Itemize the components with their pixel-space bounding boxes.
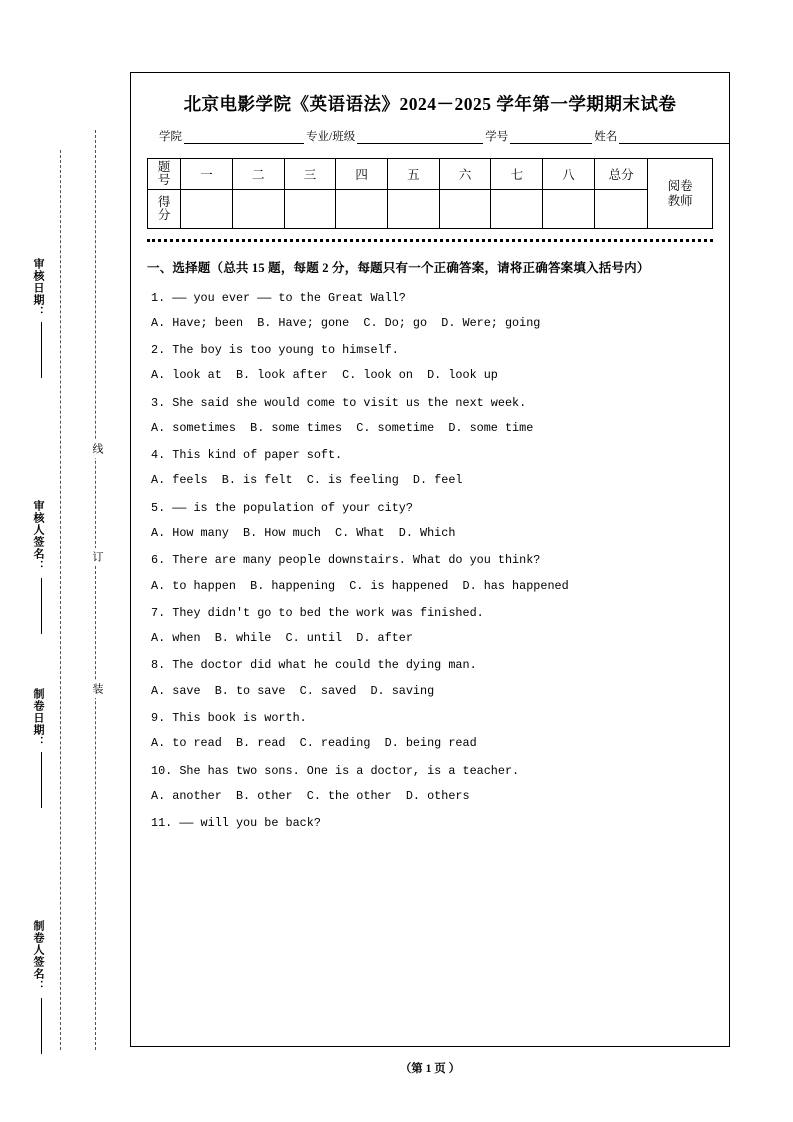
info-input-college[interactable]	[184, 131, 304, 144]
score-cell-5[interactable]	[388, 190, 440, 229]
question-stem-7: 7. They didn't go to bed the work was finished.	[151, 605, 484, 620]
score-cell-total[interactable]	[594, 190, 648, 229]
score-cell-4[interactable]	[336, 190, 388, 229]
left-margin-annotations	[0, 0, 130, 1122]
question-options-7: A. when B. while C. until D. after	[151, 631, 413, 646]
margin-label-paper-signature: 制卷人签名：	[32, 920, 44, 992]
score-table-header-row	[148, 159, 713, 190]
student-info-row	[159, 128, 711, 144]
question-options-4: A. feels B. is felt C. is feeling D. feel	[151, 473, 463, 488]
question-options-3: A. sometimes B. some times C. sometime D. some time	[151, 420, 534, 435]
score-col-total: 总分	[594, 159, 648, 190]
question-options-10: A. another B. other C. the other D. others	[151, 788, 470, 803]
question-stem-5: 5. ―― is the population of your city?	[151, 500, 413, 515]
score-table-row-header-number	[148, 159, 181, 190]
question-stem-8: 8. The doctor did what he could the dying man.	[151, 658, 477, 673]
grading-teacher-line1: 阅卷	[667, 179, 693, 194]
score-table-row-header-points	[148, 190, 181, 229]
question-options-1: A. Have; been B. Have; gone C. Do; go D. Were; going	[151, 315, 541, 330]
margin-label-paper-date: 制卷日期：	[32, 688, 44, 748]
score-col-3: 三	[284, 159, 336, 190]
info-input-name[interactable]	[619, 131, 729, 144]
score-cell-3[interactable]	[284, 190, 336, 229]
dotted-divider	[147, 239, 713, 248]
fold-dashed-line	[95, 130, 96, 1050]
score-table	[147, 158, 713, 229]
question-stem-9: 9. This book is worth.	[151, 711, 307, 725]
score-col-6: 六	[439, 159, 491, 190]
score-header-char-ti: 题	[157, 160, 171, 174]
score-cell-2[interactable]	[232, 190, 284, 229]
grading-teacher-line2: 教师	[667, 193, 693, 208]
question-stem-1: 1. ―― you ever ―― to the Great Wall?	[151, 290, 406, 305]
fold-label-zhuang: 装	[89, 680, 105, 698]
fold-label-xian: 线	[89, 440, 105, 458]
question-options-5: A. How many B. How much C. What D. Which	[151, 526, 456, 541]
score-header-char-hao: 号	[157, 173, 171, 188]
score-cell-8[interactable]	[543, 190, 595, 229]
question-stem-2: 2. The boy is too young to himself.	[151, 343, 399, 358]
score-header-char-fen: 分	[157, 208, 171, 223]
question-stem-4: 4. This kind of paper soft.	[151, 448, 343, 463]
score-col-grading-teacher	[648, 159, 713, 229]
margin-rule-paper-signature	[41, 998, 42, 1054]
question-options-2: A. look at B. look after C. look on D. look up	[151, 368, 498, 383]
score-col-5: 五	[388, 159, 440, 190]
score-cell-7[interactable]	[491, 190, 543, 229]
question-stem-6: 6. There are many people downstairs. What do you think?	[151, 553, 541, 568]
section-heading-multiple-choice: 一、选择题（总共 15 题，每题 2 分，每题只有一个正确答案，请将正确答案填入括号内）	[147, 261, 650, 276]
margin-label-review-date: 审核日期：	[32, 258, 44, 318]
score-col-4: 四	[336, 159, 388, 190]
outer-dashed-line	[60, 150, 61, 1050]
score-col-7: 七	[491, 159, 543, 190]
margin-rule-paper-date	[41, 752, 42, 808]
score-header-char-de: 得	[157, 195, 171, 210]
info-label-name: 姓名	[594, 131, 618, 143]
info-label-student-id: 学号	[485, 131, 509, 143]
score-col-2: 二	[232, 159, 284, 190]
page-footer: （第 1 页 ）	[399, 1063, 461, 1075]
info-input-student-id[interactable]	[510, 131, 592, 144]
score-col-8: 八	[543, 159, 595, 190]
score-col-1: 一	[181, 159, 233, 190]
page-title: 北京电影学院《英语语法》2024－2025 学年第一学期期末试卷	[183, 94, 677, 114]
info-label-college: 学院	[159, 131, 182, 143]
score-table-points-row	[148, 190, 713, 229]
question-stem-11: 11. ―― will you be back?	[151, 816, 321, 831]
question-stem-10: 10. She has two sons. One is a doctor, is a teacher.	[151, 763, 520, 778]
exam-sheet	[130, 72, 730, 1047]
question-stem-3: 3. She said she would come to visit us the next week.	[151, 395, 527, 410]
margin-rule-review-date	[41, 322, 42, 378]
question-options-9: A. to read B. read C. reading D. being read	[151, 736, 477, 751]
score-cell-1[interactable]	[181, 190, 233, 229]
margin-label-reviewer-signature: 审核人签名：	[32, 500, 44, 572]
margin-rule-reviewer-signature	[41, 578, 42, 634]
fold-label-ding: 订	[89, 548, 105, 566]
question-options-6: A. to happen B. happening C. is happened D. has happened	[151, 578, 569, 593]
info-input-major-class[interactable]	[357, 131, 483, 144]
question-options-8: A. save B. to save C. saved D. saving	[151, 683, 435, 698]
score-cell-6[interactable]	[439, 190, 491, 229]
info-label-major-class: 专业/班级	[306, 131, 356, 143]
